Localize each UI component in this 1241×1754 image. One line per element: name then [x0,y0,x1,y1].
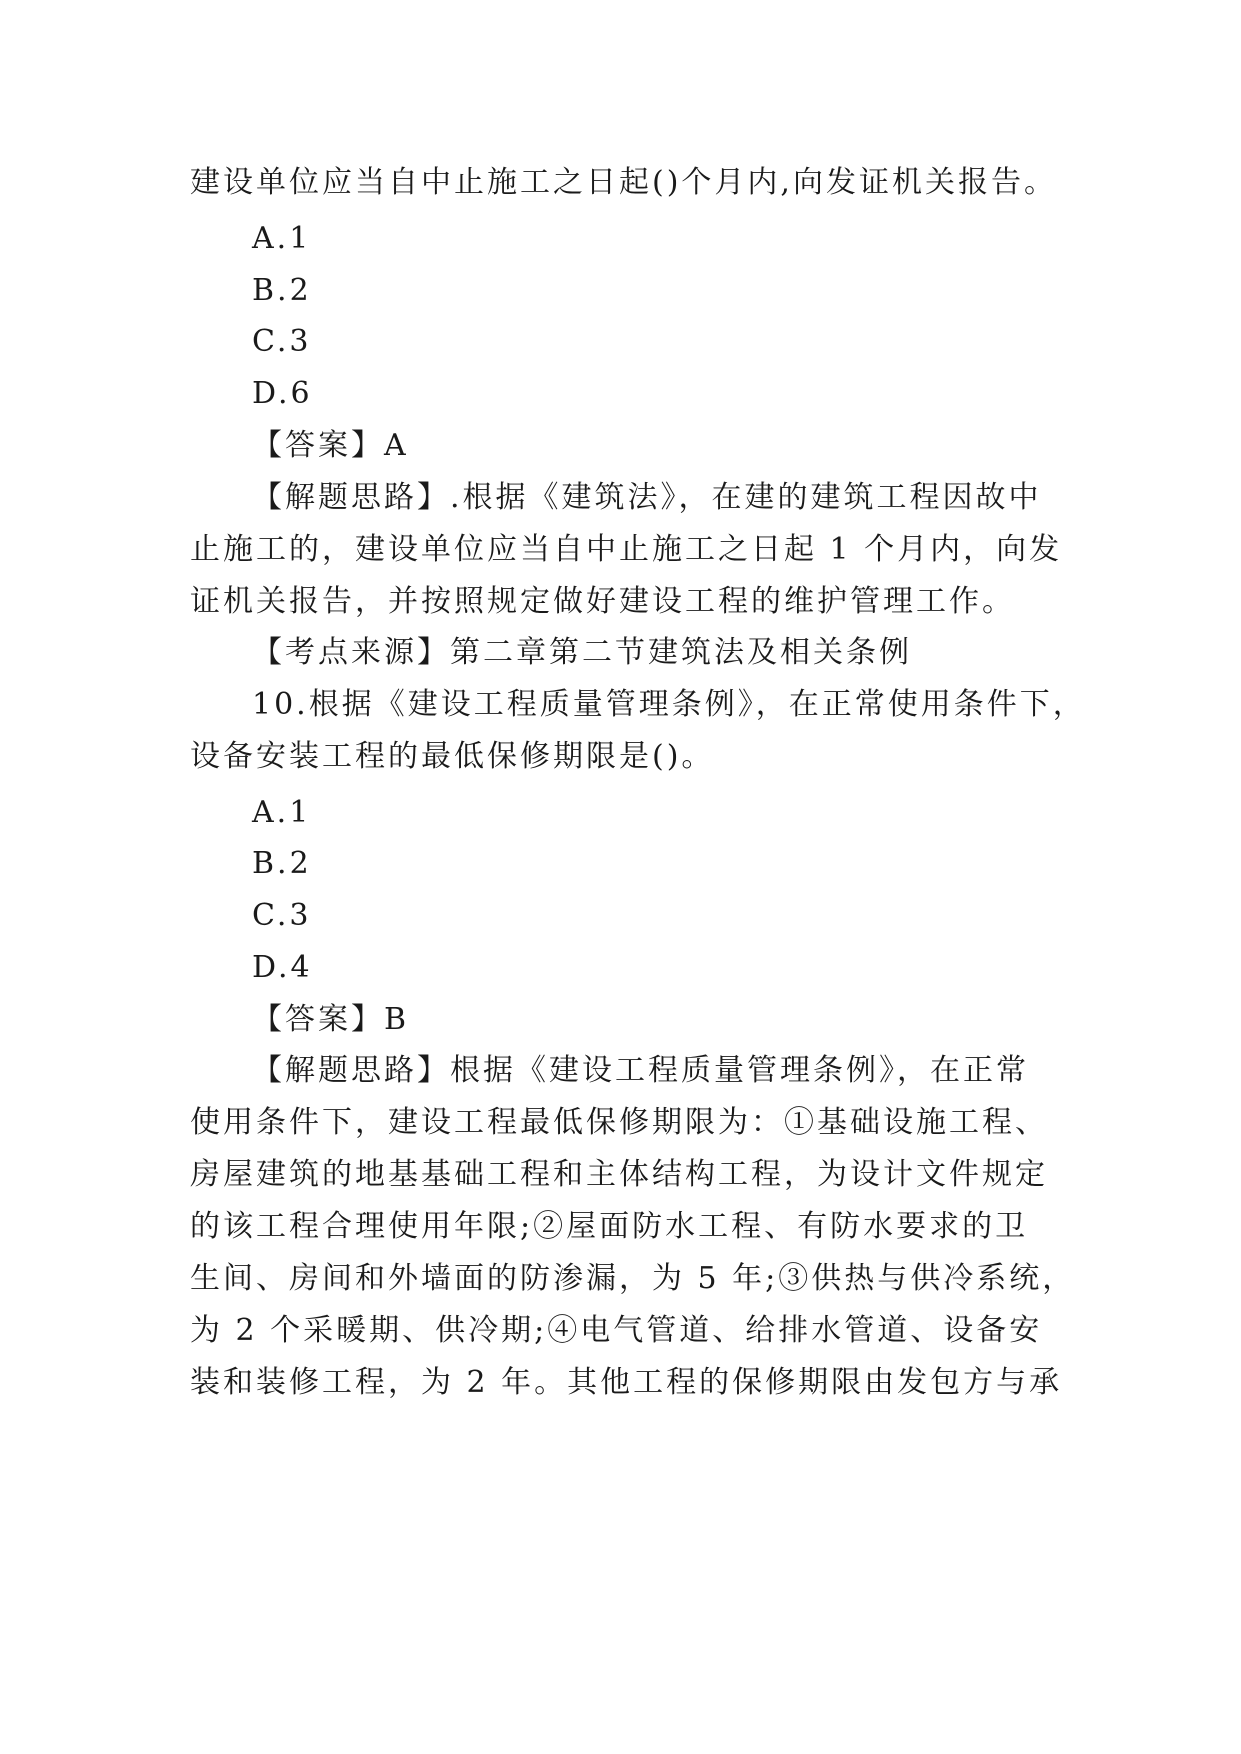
q9-answer: 【答案】A [252,428,409,463]
q10-option-b: B.2 [252,846,312,881]
q10-explanation-line-7: 装和装修工程，为 2 年。其他工程的保修期限由发包方与承 [190,1365,1063,1400]
q9-option-c: C.3 [252,324,312,359]
question-10-stem-line-1: 10.根据《建设工程质量管理条例》，在正常使用条件下， [252,687,1086,722]
q10-explanation-line-6: 为 2 个采暖期、供冷期;④电气管道、给排水管道、设备安 [190,1313,1043,1348]
q10-explanation-line-5: 生间、房间和外墙面的防渗漏，为 5 年;③供热与供冷系统， [190,1261,1076,1296]
q9-explanation-line-2: 止施工的，建设单位应当自中止施工之日起 1 个月内，向发 [190,532,1063,567]
question-9-stem-end: 建设单位应当自中止施工之日起()个月内,向发证机关报告。 [190,165,1057,200]
q10-explanation-line-3: 房屋建筑的地基基础工程和主体结构工程，为设计文件规定 [190,1157,1048,1192]
q10-explanation-line-2: 使用条件下，建设工程最低保修期限为：①基础设施工程、 [190,1105,1048,1140]
q10-option-d: D.4 [252,950,313,985]
q9-option-b: B.2 [252,273,312,308]
q10-explanation-line-4: 的该工程合理使用年限;②屋面防水工程、有防水要求的卫 [190,1209,1029,1244]
q9-option-d: D.6 [252,376,313,411]
q9-option-a: A.1 [252,221,312,256]
q10-explanation-line-1: 【解题思路】根据《建设工程质量管理条例》，在正常 [252,1053,1029,1088]
q10-option-a: A.1 [252,795,312,830]
question-10-stem-line-2: 设备安装工程的最低保修期限是()。 [190,739,715,774]
q9-source: 【考点来源】第二章第二节建筑法及相关条例 [252,635,912,670]
q9-explanation-line-3: 证机关报告，并按照规定做好建设工程的维护管理工作。 [190,584,1015,619]
q9-explanation-line-1: 【解题思路】.根据《建筑法》，在建的建筑工程因故中 [252,480,1042,515]
q10-option-c: C.3 [252,898,312,933]
q10-answer: 【答案】B [252,1002,410,1037]
